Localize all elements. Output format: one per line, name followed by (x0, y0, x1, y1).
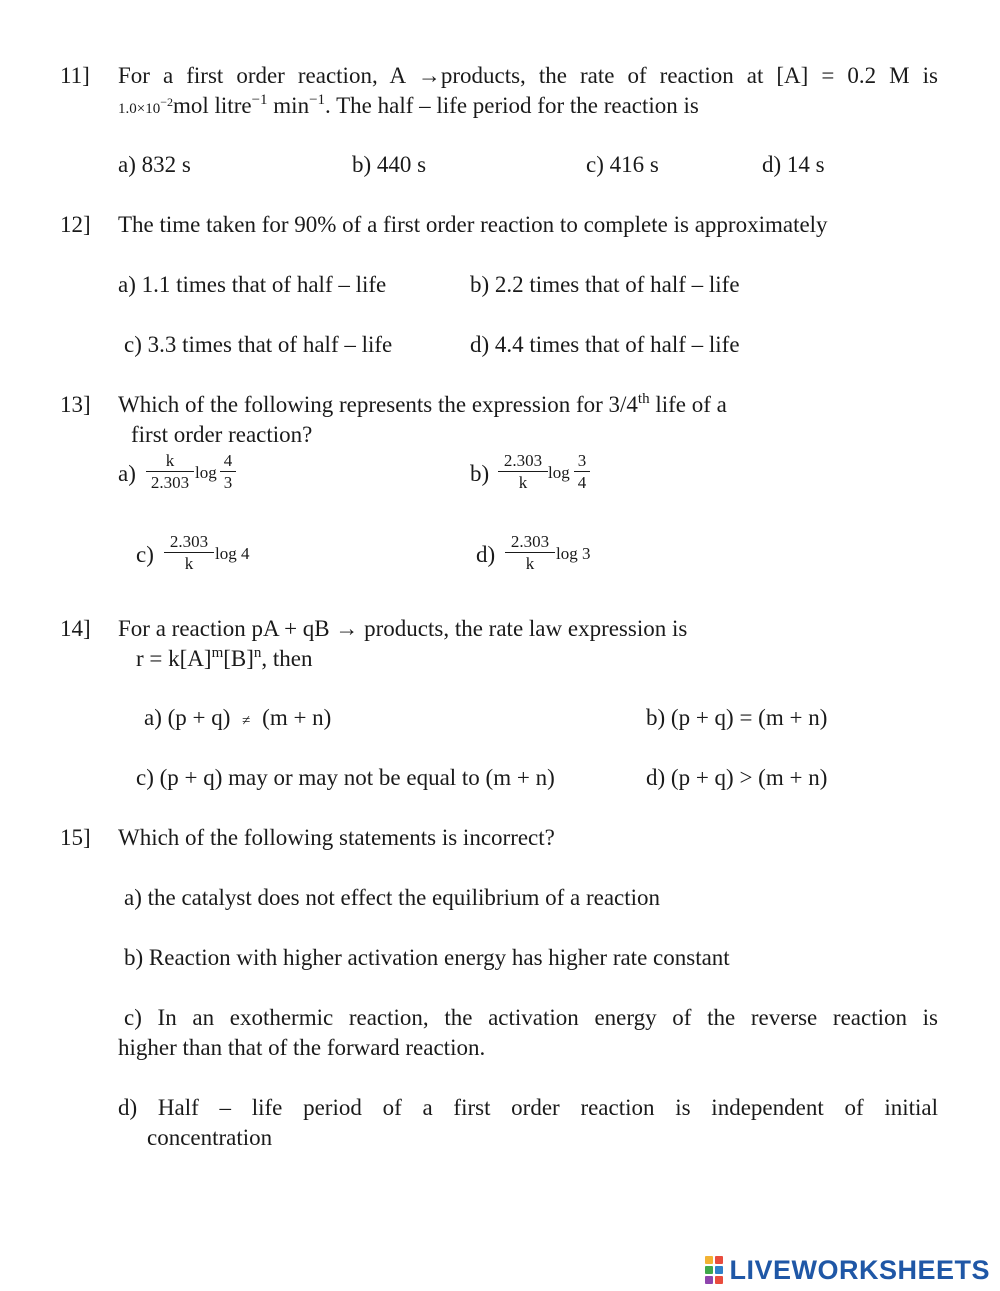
q15-option-c[interactable]: c) In an exothermic reaction, the activation energy of the reverse reaction is (124, 1005, 938, 1030)
q14-option-a[interactable]: a) (p + q) ≠ (m + n) (144, 705, 332, 730)
q13-option-d-label[interactable]: d) (476, 542, 496, 567)
q11-text-line2: $1.0\times 10^{-2}mol$ litre$^{-1}$ $\min^{-1}$. The half – life period for the reaction is (118, 92, 699, 118)
q15-text: Which of the following statements is incorrect? (118, 825, 555, 850)
q15-option-b[interactable]: b) Reaction with higher activation energy has higher rate constant (124, 945, 730, 970)
q12-option-c[interactable]: c) 3.3 times that of half – life (124, 332, 393, 357)
q14-number: 14] (60, 616, 91, 641)
q13-option-a-label[interactable]: a) (118, 461, 136, 486)
q12-text: The time taken for 90% of a first order reaction to complete is approximately (118, 212, 828, 237)
q13-option-d-fraction: $\frac{2.303}{k}$ (505, 533, 555, 572)
liveworksheets-logo (705, 1256, 990, 1284)
q13-option-c-fraction: $\frac{2.303}{k}$ (164, 533, 214, 572)
q14-option-d[interactable]: d) (p + q) > (m + n) (646, 765, 828, 790)
q13-number: 13] (60, 392, 91, 417)
q11-text-line1: For a first order reaction, A →products, the rate of reaction at [A] = 0.2 M is (118, 63, 938, 88)
q12-option-a[interactable]: a) 1.1 times that of half – life (118, 272, 387, 297)
q11-option-c[interactable]: c) 416 s (586, 152, 659, 177)
q15-number: 15] (60, 825, 91, 850)
q13-text-line1: Which of the following represents the expression for 3/4th life of a (118, 391, 727, 417)
q14-option-c[interactable]: c) (p + q) may or may not be equal to (m + n) (136, 765, 555, 790)
q12-option-b[interactable]: b) 2.2 times that of half – life (470, 272, 740, 297)
not-equal-sign: ≠ (242, 713, 251, 729)
q12-option-d[interactable]: d) 4.4 times that of half – life (470, 332, 740, 357)
q11-option-d[interactable]: d) 14 s (762, 152, 825, 177)
q13-option-d-log: log 3 (556, 544, 591, 563)
logo-text: LIVEWORKSHEETS (729, 1254, 990, 1285)
q15-option-a[interactable]: a) the catalyst does not effect the equilibrium of a reaction (124, 885, 661, 910)
q11-number: 11] (60, 63, 90, 88)
q15-option-d-line2: concentration (147, 1125, 273, 1150)
q13-option-c-label[interactable]: c) (136, 542, 154, 567)
q13-option-b-log-fraction: 3 4 (574, 452, 590, 491)
q13-option-b-label[interactable]: b) (470, 461, 490, 486)
q11-rate-exponent: −2 (160, 95, 173, 109)
q14-option-b[interactable]: b) (p + q) = (m + n) (646, 705, 828, 730)
q15-option-d[interactable]: d) Half – life period of a first order reaction is independent of initial (118, 1095, 938, 1120)
q13-option-b-fraction: $\frac{2.303}{k}$ (498, 452, 548, 491)
q11-option-a[interactable]: a) 832 s (118, 152, 191, 177)
logo-icon (705, 1256, 723, 1284)
q11-rate-value: 1.0×10 (118, 101, 161, 117)
q14-text-line1: For a reaction pA + qB → products, the rate law expression is (118, 616, 688, 641)
q14-text-line2: $r = k[A]^m[B]^n$, then (136, 645, 313, 671)
q13-option-a-log-fraction: 4 3 (220, 452, 236, 491)
q11-unit-mol-litre: mol litre (173, 93, 252, 118)
q11-option-b[interactable]: b) 440 s (352, 152, 427, 177)
q12-number: 12] (60, 212, 91, 237)
q13-option-a-log: log (195, 463, 217, 482)
q15-option-c-line2: higher than that of the forward reaction. (118, 1035, 486, 1060)
q13-option-c-log: log 4 (215, 544, 250, 563)
q11-unit-min: min (267, 93, 310, 118)
q13-text-line2: first order reaction? (131, 422, 313, 447)
q13-option-a-fraction: $\frac{k}{2.303}$ (146, 452, 194, 491)
q13-option-b-log: log (548, 463, 570, 482)
